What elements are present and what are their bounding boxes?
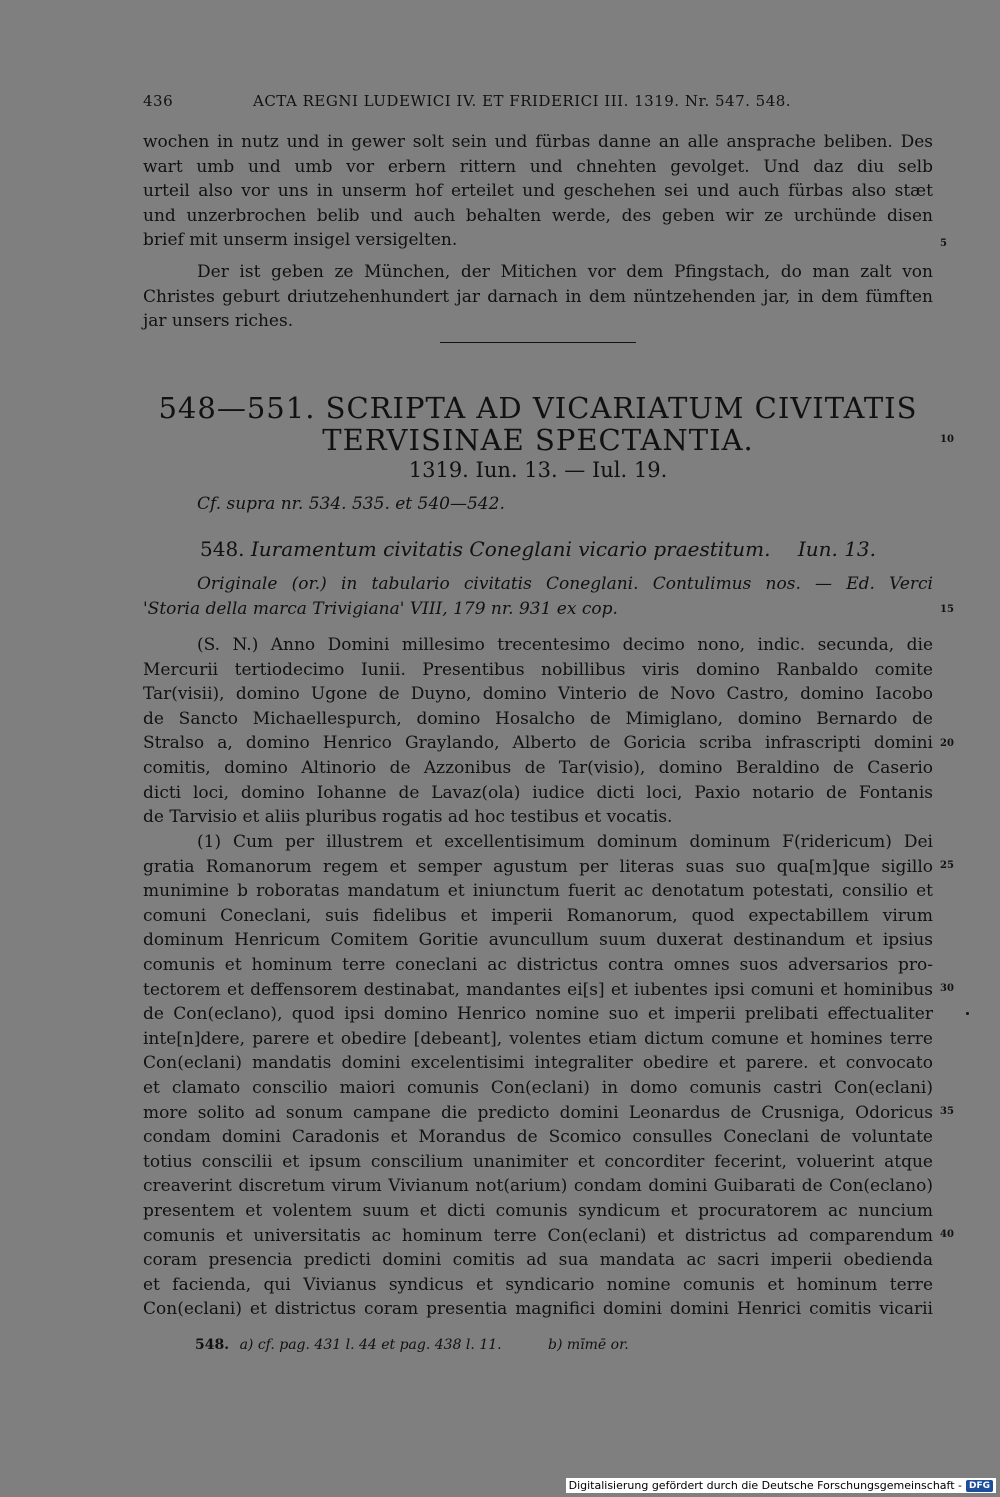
separator-rule — [440, 342, 636, 343]
text-line: urteil also vor uns in unserm hof erteilet und geschehen sei und auch fürbas also stæt — [143, 181, 933, 202]
text-line: coram presencia predicti domini comitis ad sua mandata ac sacri imperii obedienda — [143, 1250, 933, 1271]
text-line: de Sancto Michaellespurch, domino Hosalcho de Mimiglano, domino Bernardo de — [143, 708, 933, 729]
text-line: condam domini Caradonis et Morandus de Scomico consulles Coneclani de voluntate — [143, 1127, 933, 1148]
source-line1: Originale (or.) in tabulario civitatis Coneglani. Contulimus nos. — Ed. Verci — [197, 574, 933, 594]
top-paragraph — [143, 130, 933, 253]
text-line: comunis et hominum terre coneclani ac districtus contra omnes suos adversarios pro- — [143, 954, 933, 975]
text-line: Der ist geben ze München, der Mitichen vor dem Pfingstach, do man zalt von — [197, 262, 933, 282]
text-line: brief mit unserm insigel versigelten. — [143, 230, 458, 251]
text-line: wochen in nutz und in gewer solt sein und fürbas danne an alle ansprache beliben. Des — [143, 132, 933, 152]
text-line: jar unsers riches. — [143, 311, 294, 332]
text-line: Stralso a, domino Henrico Graylando, Alberto de Goricia scriba infrascripti domini — [143, 733, 933, 754]
text-line: (S. N.) Anno Domini millesimo trecentesimo decimo nono, indic. secunda, die — [197, 635, 933, 655]
document-date: Iun. 13. — [797, 537, 876, 561]
text-line: inte[n]dere, parere et obedire [debeant], volentes etiam dictum comune et homines terre — [143, 1028, 933, 1049]
text-line: Christes geburt driutzehenhundert jar darnach in dem nüntzehenden jar, in dem fümften — [143, 286, 933, 307]
footnote-number: 548. — [195, 1337, 230, 1353]
text-line: und unzerbrochen belib und auch behalten werde, des geben wir ze urchünde disen — [143, 205, 933, 226]
text-line: tectorem et deffensorem destinabat, mandantes ei[s] et iubentes ipsi comuni et hominibus — [143, 979, 933, 1000]
section-title-line2: TERVISINAE SPECTANTIA. — [322, 423, 754, 457]
cross-reference: Cf. supra nr. 534. 535. et 540—542. — [197, 494, 505, 514]
document-number: 548. — [200, 537, 245, 561]
main-paragraph-1 — [143, 633, 933, 830]
text-line: et facienda, qui Vivianus syndicus et syndicario nomine comunis et hominum terre — [143, 1274, 933, 1295]
text-line: comuni Coneclani, suis fidelibus et imperii Romanorum, quod expectabillem virum — [143, 905, 933, 926]
text-line: Con(eclani) mandatis domini excelentisimi integraliter obedire et parere. et convocato — [143, 1053, 933, 1074]
section-dates: 1319. Iun. 13. — Iul. 19. — [408, 458, 668, 482]
dating-paragraph — [143, 260, 933, 334]
footnote-b: b) mīmē or. — [548, 1337, 629, 1353]
section-title-line1: 548—551. SCRIPTA AD VICARIATUM CIVITATIS — [158, 391, 918, 425]
line-marker: 15 — [940, 604, 954, 615]
text-line: dominum Henricum Comitem Goritie avuncullum suum duxerat destinandum et ipsius — [143, 930, 933, 951]
credit-text: Digitalisierung gefördert durch die Deutsche Forschungsgemeinschaft - — [568, 1479, 962, 1492]
text-line: (1) Cum per illustrem et excellentisimum dominum dominum F(ridericum) Dei — [197, 832, 933, 852]
text-line: comunis et universitatis ac hominum terre Con(eclani) et districtus ad comparendum — [143, 1225, 933, 1246]
line-marker: 25 — [940, 860, 954, 871]
line-marker: 40 — [940, 1229, 954, 1240]
text-line: Tar(visii), domino Ugone de Duyno, domino Vinterio de Novo Castro, domino Iacobo — [143, 684, 933, 705]
document-title: Iuramentum civitatis Coneglani vicario praestitum. — [250, 537, 771, 561]
scan-speck — [966, 1012, 969, 1015]
document-heading — [200, 537, 876, 561]
text-line: dicti loci, domino Iohanne de Lavaz(ola) iudice dicti loci, Paxio notario de Fontanis — [143, 782, 933, 803]
digitization-credit — [566, 1478, 996, 1493]
running-title: ACTA REGNI LUDEWICI IV. ET FRIDERICI III. 1319. Nr. 547. 548. — [253, 92, 792, 110]
text-line: de Tarvisio et aliis pluribus rogatis ad hoc testibus et vocatis. — [143, 807, 673, 828]
line-marker: 5 — [940, 238, 947, 249]
footnotes — [195, 1337, 635, 1353]
text-line: comitis, domino Altinorio de Azzonibus de Tar(visio), domino Beraldino de Caserio — [143, 757, 933, 778]
running-head — [143, 92, 933, 110]
text-line: de Con(eclano), quod ipsi domino Henrico nomine suo et imperii prelibati effectualiter — [143, 1004, 933, 1025]
footnote-a: a) cf. pag. 431 l. 44 et pag. 438 l. 11. — [239, 1337, 502, 1353]
text-line: Con(eclani) et districtus coram presentia magnifici domini domini Henrici comitis vicarii — [143, 1299, 933, 1320]
text-line: wart umb und umb vor erbern rittern und chnehten gevolget. Und daz diu selb — [143, 156, 933, 177]
line-marker: 20 — [940, 738, 954, 749]
text-line: gratia Romanorum regem et semper agustum per literas suas suo qua[m]que sigillo — [143, 856, 933, 877]
dfg-logo-icon: DFG — [966, 1480, 993, 1492]
line-marker: 35 — [940, 1106, 954, 1117]
text-line: presentem et volentem suum et dicti comunis syndicum et procuratorem ac nuncium — [143, 1200, 933, 1221]
line-marker: 30 — [940, 983, 954, 994]
text-line: et clamato conscilio maiori comunis Con(eclani) in domo comunis castri Con(eclani) — [143, 1077, 933, 1098]
text-line: more solito ad sonum campane die predicto domini Leonardus de Crusniga, Odoricus — [143, 1102, 933, 1123]
source-line2: 'Storia della marca Trivigiana' VIII, 179 nr. 931 ex cop. — [143, 599, 618, 619]
main-paragraph-2 — [143, 830, 933, 1322]
text-line: totius conscilii et ipsum conscilium unanimiter et concorditer fecerint, voluerint atque — [143, 1151, 933, 1172]
page-number: 436 — [143, 92, 174, 110]
text-line: Mercurii tertiodecimo Iunii. Presentibus nobillibus viris domino Ranbaldo comite — [143, 659, 933, 680]
line-marker: 10 — [940, 434, 954, 445]
text-line: creaverint discretum virum Vivianum not(arium) condam domini Guibarati de Con(eclano) — [143, 1176, 933, 1197]
text-line: munimine b roboratas mandatum et iniunctum fuerit ac denotatum potestati, consilio et — [143, 881, 933, 902]
